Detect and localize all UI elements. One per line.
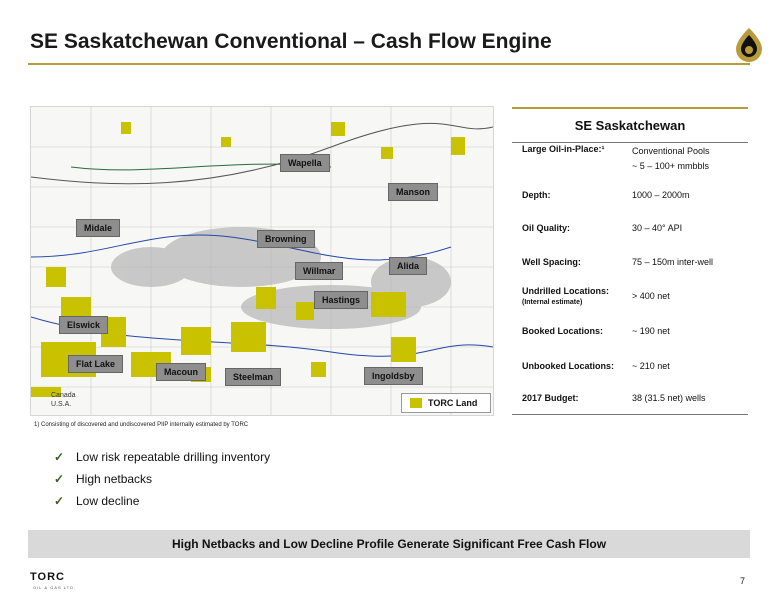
row-label: 2017 Budget:: [522, 393, 579, 403]
slide-title: SE Saskatchewan Conventional – Cash Flow Engine: [30, 30, 552, 53]
map-label-macoun: Macoun: [156, 363, 206, 381]
row-value: 30 – 40° API: [632, 223, 683, 233]
row-depth: [512, 190, 748, 200]
bullet-item: [54, 490, 270, 512]
side-panel: [512, 107, 748, 143]
torc-land-map: [30, 106, 494, 416]
side-rule: [512, 142, 748, 143]
map-label-wapella: Wapella: [280, 154, 330, 172]
check-icon: ✓: [54, 494, 65, 508]
bullet-list: [54, 446, 270, 512]
row-booked: [512, 326, 748, 336]
map-label-elswick: Elswick: [59, 316, 108, 334]
row-label-text: Undrilled Locations:: [522, 286, 610, 296]
bullet-text: Low decline: [76, 494, 140, 508]
torc-drop-icon: [731, 26, 767, 62]
row-value: 38 (31.5 net) wells: [632, 393, 706, 403]
bullet-text: Low risk repeatable drilling inventory: [76, 450, 271, 464]
row-value: > 400 net: [632, 291, 670, 301]
torc-land-swatch: [410, 398, 422, 408]
check-icon: ✓: [54, 472, 65, 486]
map-label-midale: Midale: [76, 219, 120, 237]
row-budget: [512, 393, 748, 403]
row-label: Unbooked Locations:: [522, 361, 614, 371]
map-label-ingoldsby: Ingoldsby: [364, 367, 423, 385]
side-bottom-rule: [512, 414, 748, 415]
row-unbooked: [512, 361, 748, 371]
brand-logo: TORC: [30, 571, 65, 583]
map-label-browning: Browning: [257, 230, 315, 248]
summary-banner: High Netbacks and Low Decline Profile Generate Significant Free Cash Flow: [28, 530, 750, 558]
map-label-hastings: Hastings: [314, 291, 368, 309]
map-label-steelman: Steelman: [225, 368, 281, 386]
map-label-flat-lake: Flat Lake: [68, 355, 123, 373]
row-value: ~ 210 net: [632, 361, 670, 371]
bullet-item: [54, 468, 270, 490]
row-oil-quality: [512, 223, 748, 233]
row-value: Conventional Pools ~ 5 – 100+ mmbbls: [632, 146, 710, 171]
row-label: Large Oil-in-Place:¹: [522, 144, 605, 154]
row-value: 1000 – 2000m: [632, 190, 690, 200]
footnote: 1) Consisting of discovered and undiscovered PIIP internally estimated by TORC: [34, 422, 249, 428]
check-icon: ✓: [54, 450, 65, 464]
country-label: Canada U.S.A.: [51, 392, 76, 408]
side-panel-title: SE Saskatchewan: [574, 118, 686, 133]
row-label: Oil Quality:: [522, 223, 571, 233]
row-label: [512, 286, 632, 306]
row-label: Well Spacing:: [522, 257, 581, 267]
row-value: 75 – 150m inter-well: [632, 257, 714, 267]
map-label-willmar: Willmar: [295, 262, 343, 280]
row-undrilled: [512, 286, 748, 306]
row-label: Booked Locations:: [522, 326, 604, 336]
bullet-item: [54, 446, 270, 468]
brand-tagline: OIL & GAS LTD.: [33, 585, 77, 590]
legend-label: TORC Land: [428, 398, 478, 408]
row-label: Depth:: [522, 190, 551, 200]
map-label-alida: Alida: [389, 257, 427, 275]
row-sublabel: (Internal estimate): [522, 299, 583, 306]
bullet-text: High netbacks: [76, 472, 153, 486]
title-rule: [28, 63, 750, 65]
map-label-manson: Manson: [388, 183, 438, 201]
map-legend: [401, 393, 491, 413]
row-oil-in-place: [512, 144, 748, 174]
row-value: ~ 190 net: [632, 326, 670, 336]
row-well-spacing: [512, 257, 748, 267]
page-number: 7: [740, 576, 746, 586]
